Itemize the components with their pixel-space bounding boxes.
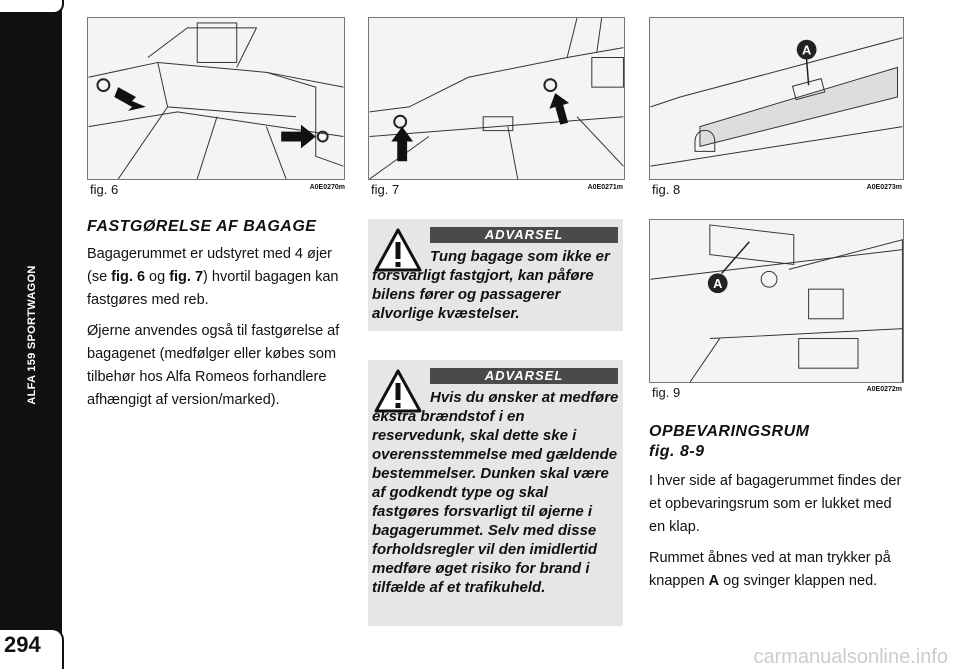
figure-9-illustration xyxy=(649,219,904,383)
figure-6-code: A0E0270m xyxy=(309,184,345,191)
arrow-up-left xyxy=(391,127,413,162)
warning-text-1: Tung bagage som ikke er forsvarligt fastgjort, kan påføre bilens fører og passagerer alvorlige kvæstelser. xyxy=(372,248,610,322)
figure-8-label: fig. 8 xyxy=(652,182,681,197)
warning-box-1 xyxy=(368,219,623,331)
heading-line-2: fig. 8-9 xyxy=(649,443,705,460)
figure-7-code: A0E0271m xyxy=(587,184,623,191)
warning-badge-1: ADVARSEL xyxy=(430,227,618,243)
vertical-title: ALFA 159 SPORTWAGON xyxy=(26,265,38,405)
paragraph-4: Rummet åbnes ved at man trykker på knappen A og svinger klappen ned. xyxy=(649,550,891,589)
section-heading-opbevaringsrum xyxy=(649,422,810,462)
figure-9-label: fig. 9 xyxy=(652,385,681,400)
paragraph-1: Bagagerummet er udstyret med 4 øjer (se fig. 6 og fig. 7) hvortil bagagen kan fastgøres med reb. xyxy=(87,246,339,308)
fig-6-reference: fig. 6 xyxy=(111,269,146,285)
heading-line-1: OPBEVARINGSRUM xyxy=(649,423,810,440)
side-storage-open-drawing xyxy=(650,220,903,382)
warning-badge-2: ADVARSEL xyxy=(430,368,618,384)
section-1-body xyxy=(87,243,345,420)
callout-a-text: A xyxy=(801,42,812,58)
figure-6-label: fig. 6 xyxy=(90,182,119,197)
page-number: 294 xyxy=(4,632,41,657)
warning-box-2 xyxy=(368,360,623,626)
sidebar-top-tab xyxy=(0,0,64,14)
trunk-sill-drawing xyxy=(369,18,624,179)
trunk-floor-drawing xyxy=(88,18,344,179)
fig-7-reference: fig. 7 xyxy=(169,269,204,285)
warning-text-2: Hvis du ønsker at medføre ekstra brændstof i en reservedunk, skal dette ske i overensstemmelse med gældende bestemmelser. Dunken skal være af godkendt type og skal fastgøres forsvarligt til øjerne i bagagerummet. Selv med disse forholdsregler vil den imidlertid medføre øget risiko for brand i tilfælde af et trafikuheld. xyxy=(372,389,619,596)
figure-6-illustration xyxy=(87,17,345,180)
figure-7-illustration xyxy=(368,17,625,180)
section-heading-fastgorelse: FASTGØRELSE AF BAGAGE xyxy=(87,218,317,235)
section-2-body xyxy=(649,470,905,601)
arrow-up-right xyxy=(549,93,569,125)
side-storage-closed-drawing xyxy=(650,18,903,179)
watermark: carmanualsonline.info xyxy=(753,646,948,668)
button-a-reference: A xyxy=(708,573,720,589)
figure-7-label: fig. 7 xyxy=(371,182,400,197)
arrow-left xyxy=(114,87,146,111)
callout-a-text: A xyxy=(713,276,723,292)
paragraph-2: Øjerne anvendes også til fastgørelse af bagagenet (medfølger eller købes som tilbehør hos Alfa Romeos forhandlere afhængigt af version/marked). xyxy=(87,323,340,408)
figure-8-illustration xyxy=(649,17,904,180)
figure-8-code: A0E0273m xyxy=(866,184,902,191)
figure-9-code: A0E0272m xyxy=(866,386,902,393)
paragraph-3: I hver side af bagagerummet findes der et opbevaringsrum som er lukket med en klap. xyxy=(649,473,902,535)
